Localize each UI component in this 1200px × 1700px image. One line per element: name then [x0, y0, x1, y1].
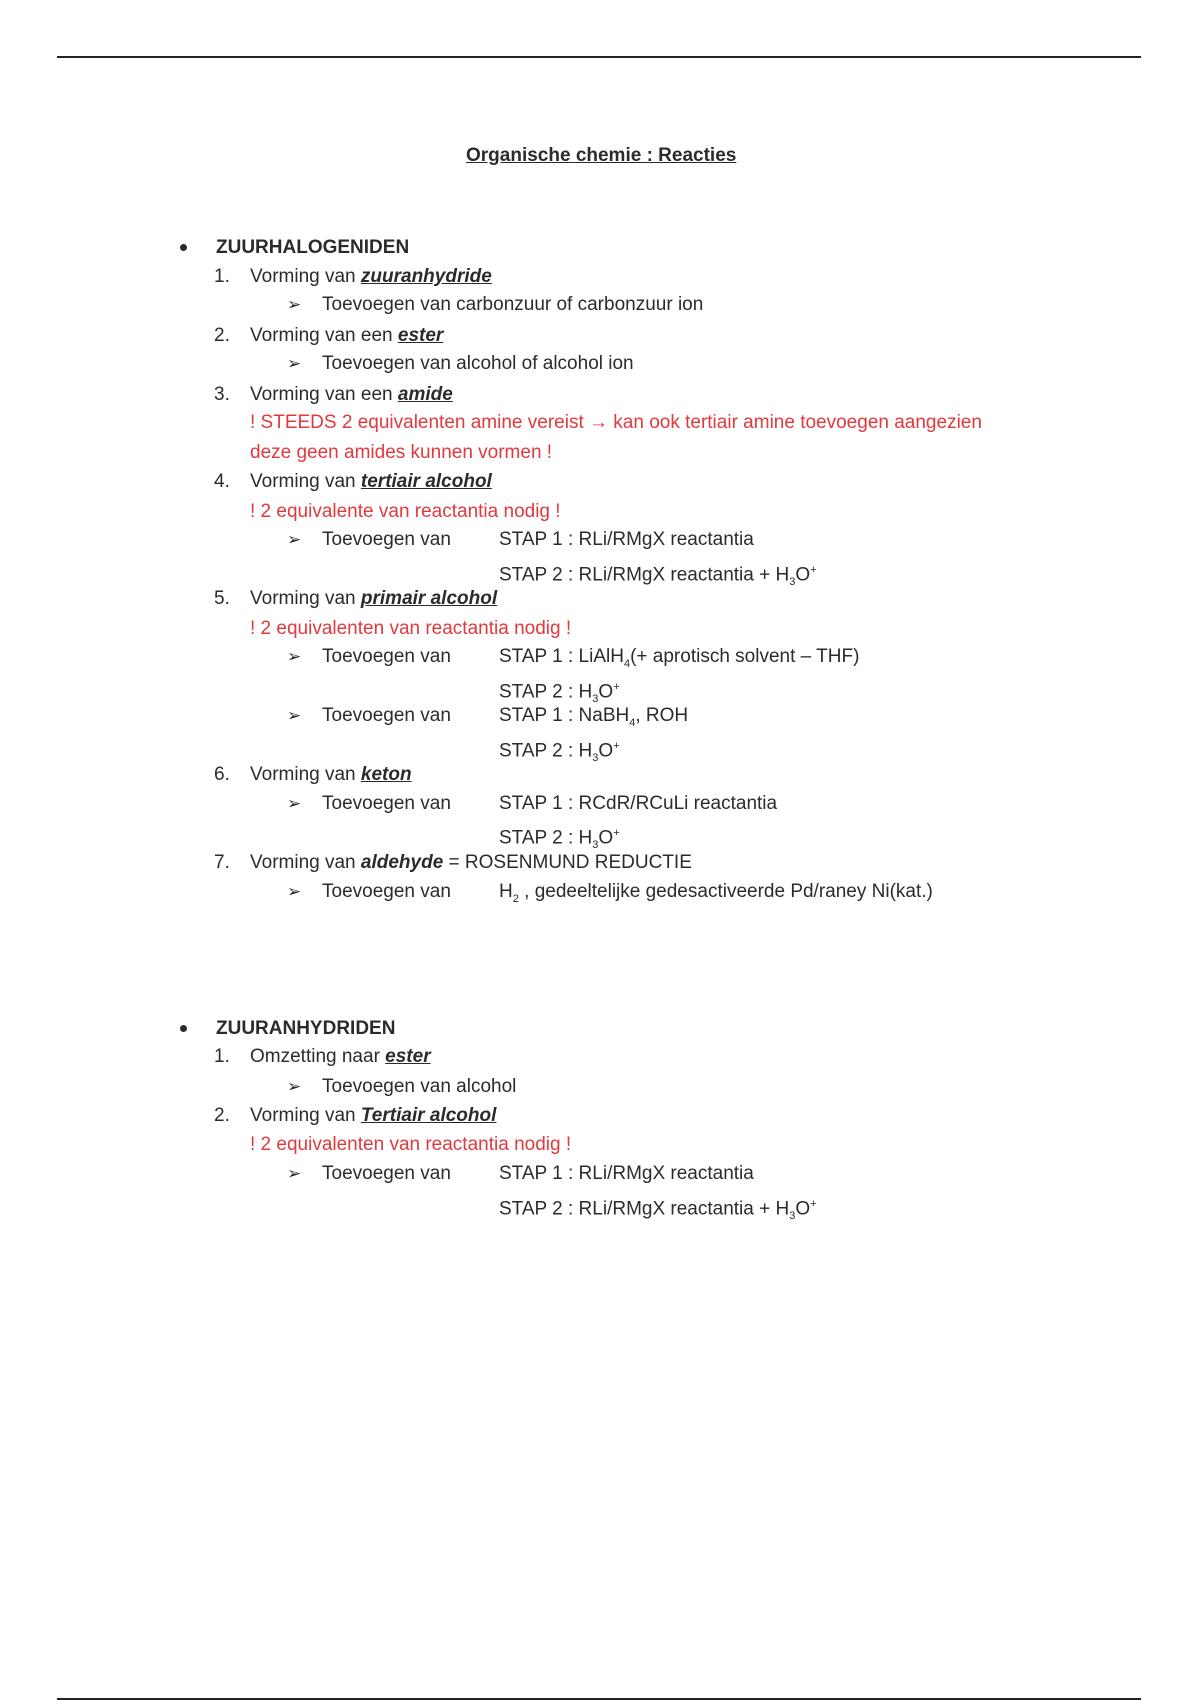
step-text: O [795, 1198, 811, 1220]
arrow-bullet-icon: ➢ [287, 1077, 302, 1096]
item-heading [250, 470, 492, 494]
item-heading [250, 1045, 431, 1069]
sub-item: Toevoegen van alcohol [322, 1076, 517, 1097]
item-keyword: primair alcohol [360, 588, 498, 609]
item-keyword: amide [397, 384, 453, 405]
top-rule [57, 56, 1141, 58]
sub-item: Toevoegen van [322, 881, 451, 902]
item-text: Omzetting naar [250, 1046, 386, 1067]
step-text: H [499, 881, 513, 902]
step-text: , ROH [635, 705, 689, 726]
superscript: + [810, 564, 817, 576]
step-1: STAP 1 : RLi/RMgX reactantia [499, 1163, 754, 1184]
step-text: STAP 2 : RLi/RMgX reactantia + H [499, 564, 790, 586]
warning-note: ! STEEDS 2 equivalenten amine vereist → kan ook tertiair amine toevoegen aangezien [250, 412, 982, 433]
sub-item: Toevoegen van [322, 1163, 451, 1184]
step-text: , gedeeltelijke gedesactiveerde Pd/raney Ni(kat.) [518, 881, 933, 902]
item-text: Vorming van [250, 1105, 361, 1126]
item-text: Vorming van [250, 852, 361, 873]
item-heading [250, 587, 497, 611]
warning-note: ! 2 equivalente van reactantia nodig ! [250, 501, 561, 522]
item-keyword: Tertiair alcohol [360, 1105, 497, 1126]
arrow-bullet-icon: ➢ [287, 530, 302, 549]
item-keyword: keton [360, 764, 412, 785]
item-text: Vorming van een [250, 384, 398, 405]
subscript: 3 [592, 752, 599, 765]
step-1 [499, 880, 933, 911]
item-text: Vorming van [250, 266, 361, 287]
item-keyword: aldehyde [360, 852, 444, 873]
item-heading [250, 265, 492, 289]
step-text: STAP 2 : H [499, 827, 593, 849]
subscript: 3 [789, 576, 796, 589]
item-number: 5. [214, 588, 230, 609]
step-1: STAP 1 : RLi/RMgX reactantia [499, 529, 754, 550]
item-number: 1. [214, 266, 230, 287]
item-heading [250, 851, 692, 875]
item-text: Vorming van een [250, 325, 398, 346]
subscript: 4 [623, 657, 631, 670]
sub-item: Toevoegen van alcohol of alcohol ion [322, 353, 634, 374]
arrow-bullet-icon: ➢ [287, 882, 302, 901]
item-number: 2. [214, 325, 230, 346]
superscript: + [613, 827, 620, 839]
item-keyword: tertiair alcohol [360, 471, 492, 492]
item-number: 2. [214, 1105, 230, 1126]
item-number: 3. [214, 384, 230, 405]
step-text: O [598, 681, 614, 703]
step-2 [499, 734, 620, 770]
page-title: Organische chemie : Reacties [466, 145, 737, 166]
item-text: = ROSENMUND REDUCTIE [443, 852, 692, 873]
item-text: Vorming van [250, 764, 361, 785]
superscript: + [613, 681, 620, 693]
step-text: STAP 2 : H [499, 681, 593, 703]
step-text: STAP 1 : LiAlH [499, 646, 624, 667]
item-heading [250, 763, 412, 787]
section-heading-zuurhalogeniden: ZUURHALOGENIDEN [216, 237, 410, 258]
arrow-bullet-icon: ➢ [287, 794, 302, 813]
step-1 [499, 704, 688, 735]
step-text: STAP 2 : RLi/RMgX reactantia + H [499, 1198, 790, 1220]
step-2 [499, 1192, 817, 1228]
step-text: O [598, 740, 614, 762]
step-text: O [598, 827, 614, 849]
item-keyword: ester [397, 325, 444, 346]
sub-item: Toevoegen van [322, 646, 451, 667]
item-number: 7. [214, 852, 230, 873]
arrow-bullet-icon: ➢ [287, 647, 302, 666]
item-text: Vorming van [250, 588, 361, 609]
item-heading [250, 1104, 496, 1128]
step-text: O [795, 564, 811, 586]
sub-item: Toevoegen van [322, 529, 451, 550]
superscript: + [810, 1198, 817, 1210]
step-1 [499, 645, 859, 676]
bullet-dot-icon [180, 244, 187, 251]
subscript: 3 [592, 839, 599, 852]
bullet-dot-icon [180, 1025, 187, 1032]
item-number: 1. [214, 1046, 230, 1067]
sub-item: Toevoegen van carbonzuur of carbonzuur ion [322, 294, 704, 315]
arrow-bullet-icon: ➢ [287, 706, 302, 725]
arrow-bullet-icon: ➢ [287, 1164, 302, 1183]
section-heading-zuuranhydriden: ZUURANHYDRIDEN [216, 1018, 396, 1039]
superscript: + [613, 740, 620, 752]
item-number: 6. [214, 764, 230, 785]
item-number: 4. [214, 471, 230, 492]
step-2 [499, 558, 817, 594]
subscript: 3 [789, 1210, 796, 1223]
item-keyword: zuuranhydride [360, 266, 492, 287]
warning-note: ! 2 equivalenten van reactantia nodig ! [250, 1134, 572, 1155]
warning-note: ! 2 equivalenten van reactantia nodig ! [250, 618, 572, 639]
item-heading [250, 324, 443, 348]
arrow-bullet-icon: ➢ [287, 295, 302, 314]
step-1: STAP 1 : RCdR/RCuLi reactantia [499, 793, 778, 814]
step-text: STAP 2 : H [499, 740, 593, 762]
subscript: 2 [512, 892, 519, 905]
subscript: 3 [592, 693, 599, 706]
sub-item: Toevoegen van [322, 705, 451, 726]
arrow-bullet-icon: ➢ [287, 354, 302, 373]
step-text: (+ aprotisch solvent – THF) [630, 646, 860, 667]
warning-note: deze geen amides kunnen vormen ! [250, 442, 553, 463]
subscript: 4 [629, 716, 636, 729]
step-text: STAP 1 : NaBH [499, 705, 630, 726]
item-keyword: ester [385, 1046, 431, 1067]
sub-item: Toevoegen van [322, 793, 451, 814]
item-heading [250, 383, 453, 407]
item-text: Vorming van [250, 471, 361, 492]
